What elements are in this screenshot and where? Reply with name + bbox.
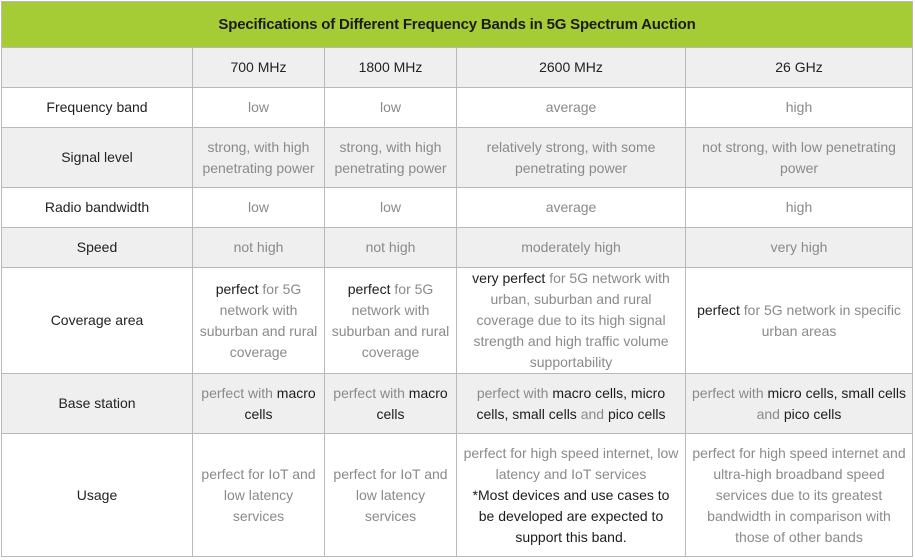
cell <box>457 434 686 557</box>
table-row-frequency-band <box>2 88 913 128</box>
row-label: Radio bandwidth <box>2 188 193 228</box>
cell-text: and <box>576 405 608 422</box>
cell-text: for 5G network with urban, suburban and rural coverage due to its high signal strength and high traffic volume supportability <box>473 270 670 370</box>
header-empty <box>2 48 193 88</box>
row-label: Speed <box>2 228 193 268</box>
cell: low <box>193 188 325 228</box>
cell: average <box>457 88 686 128</box>
cell: high <box>686 88 913 128</box>
table-row-base-station <box>2 374 913 434</box>
cell <box>193 374 325 434</box>
cell <box>686 268 913 374</box>
emphasis-text: perfect <box>347 280 391 297</box>
row-label: Usage <box>2 434 193 557</box>
cell-text: for 5G network with suburban and rural coverage <box>331 280 450 360</box>
emphasis-text: perfect <box>697 301 740 318</box>
table-row-coverage-area <box>2 268 913 374</box>
cell-text: perfect for high speed internet, low latency and IoT services <box>463 444 679 482</box>
cell-text: , <box>833 384 842 401</box>
cell: strong, with high penetrating power <box>193 128 325 188</box>
cell: perfect for IoT and low latency services <box>325 434 457 557</box>
emphasis-text: macro cells <box>552 384 624 401</box>
cell: average <box>457 188 686 228</box>
cell: not strong, with low penetrating power <box>686 128 913 188</box>
emphasis-text: pico cells <box>607 405 666 422</box>
title-row <box>2 2 913 48</box>
cell-text: perfect with <box>476 384 553 401</box>
footnote-text: *Most devices and use cases to be developed are expected to support this band. <box>472 486 670 545</box>
header-700mhz: 700 MHz <box>193 48 325 88</box>
row-label: Frequency band <box>2 88 193 128</box>
table-row-radio-bandwidth <box>2 188 913 228</box>
emphasis-text: small cells <box>841 384 906 401</box>
cell <box>457 268 686 374</box>
table-row-speed <box>2 228 913 268</box>
cell: strong, with high penetrating power <box>325 128 457 188</box>
row-label: Signal level <box>2 128 193 188</box>
table-row-usage <box>2 434 913 557</box>
cell: very high <box>686 228 913 268</box>
cell-text: and <box>756 405 784 422</box>
emphasis-text: micro cells <box>767 384 834 401</box>
cell: not high <box>325 228 457 268</box>
cell: not high <box>193 228 325 268</box>
cell-text: perfect with <box>333 384 409 401</box>
spec-table <box>1 1 913 557</box>
header-1800mhz: 1800 MHz <box>325 48 457 88</box>
row-label: Base station <box>2 374 193 434</box>
cell: high <box>686 188 913 228</box>
table-title: Specifications of Different Frequency Bands in 5G Spectrum Auction <box>2 2 913 48</box>
cell <box>325 374 457 434</box>
row-label: Coverage area <box>2 268 193 374</box>
emphasis-text: macro cells <box>244 384 316 422</box>
cell: perfect for high speed internet and ultra-high broadband speed services due to its greatest bandwidth in comparison with those of other bands <box>686 434 913 557</box>
header-26ghz: 26 GHz <box>686 48 913 88</box>
cell <box>686 374 913 434</box>
emphasis-text: small cells <box>512 405 577 422</box>
emphasis-text: micro cells <box>476 384 666 422</box>
cell: low <box>325 88 457 128</box>
emphasis-text: pico cells <box>783 405 842 422</box>
cell <box>193 268 325 374</box>
cell: moderately high <box>457 228 686 268</box>
cell-text: perfect with <box>692 384 768 401</box>
cell: low <box>325 188 457 228</box>
header-2600mhz: 2600 MHz <box>457 48 686 88</box>
emphasis-text: macro cells <box>376 384 448 422</box>
emphasis-text: perfect <box>215 280 259 297</box>
emphasis-text: very perfect <box>472 270 546 286</box>
header-row <box>2 48 913 88</box>
spec-table-container <box>1 1 914 558</box>
cell <box>457 374 686 434</box>
cell: low <box>193 88 325 128</box>
cell-text: perfect with <box>201 384 277 401</box>
cell-text: , <box>623 384 631 401</box>
cell-text: for 5G network in specific urban areas <box>739 301 901 339</box>
table-row-signal-level <box>2 128 913 188</box>
cell <box>325 268 457 374</box>
cell: relatively strong, with some penetrating power <box>457 128 686 188</box>
cell-text: , <box>504 405 513 422</box>
cell-text: for 5G network with suburban and rural coverage <box>199 280 318 360</box>
cell: perfect for IoT and low latency services <box>193 434 325 557</box>
